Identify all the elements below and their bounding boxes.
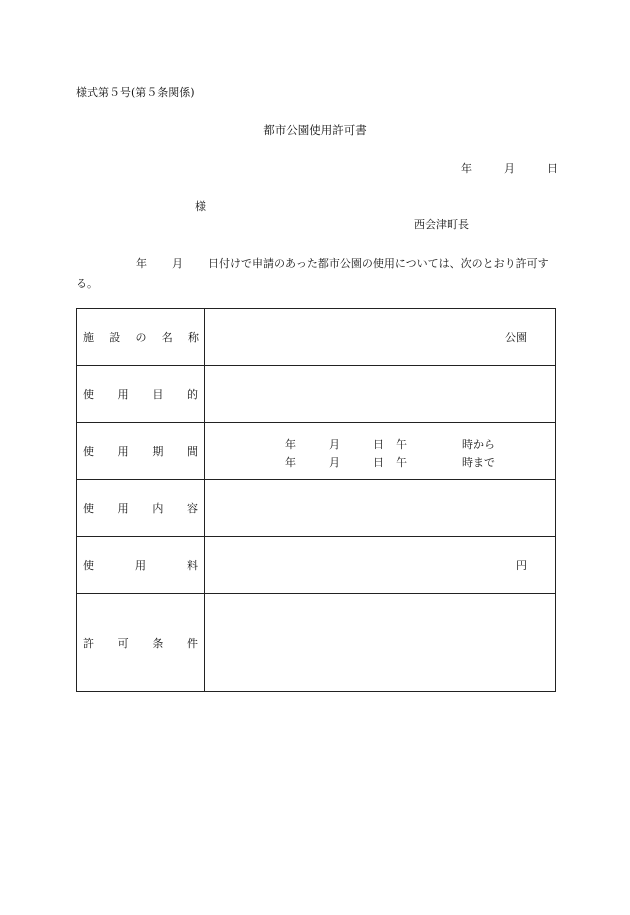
issuer-name: 西会津町長	[414, 218, 469, 231]
table-row-conditions	[77, 594, 556, 692]
period-from-line: 年 月 日 午 時から	[285, 438, 495, 451]
period-field[interactable]	[205, 423, 556, 480]
body-year-label: 年	[136, 257, 147, 270]
period-to-line: 年 月 日 午 時まで	[285, 456, 495, 469]
fee-yen-suffix: 円	[516, 559, 527, 572]
document-title: 都市公園使用許可書	[263, 123, 367, 137]
date-month-label: 月	[504, 162, 515, 175]
table-row-facility-name	[77, 309, 556, 366]
body-text	[76, 254, 560, 294]
issue-date-line	[461, 160, 558, 176]
permit-table	[76, 308, 556, 692]
fee-field[interactable]	[205, 537, 556, 594]
conditions-field[interactable]	[205, 594, 556, 692]
table-row-purpose	[77, 366, 556, 423]
conditions-label: 許 可 条 件	[77, 594, 205, 692]
body-month-label: 月	[172, 257, 183, 270]
form-number: 様式第５号(第５条関係)	[76, 86, 195, 99]
body-text-rest: 日付けで申請のあった都市公園の使用については、次のとおり許可する。	[76, 257, 549, 290]
period-label: 使 用 期 間	[77, 423, 205, 480]
purpose-label: 使 用 目 的	[77, 366, 205, 423]
content-field[interactable]	[205, 480, 556, 537]
date-day-label: 日	[547, 162, 558, 175]
table-row-period	[77, 423, 556, 480]
addressee-suffix: 様	[195, 200, 206, 213]
purpose-field[interactable]	[205, 366, 556, 423]
date-year-label: 年	[461, 162, 472, 175]
content-label: 使 用 内 容	[77, 480, 205, 537]
table-row-fee	[77, 537, 556, 594]
facility-name-suffix: 公園	[505, 331, 527, 344]
facility-name-field[interactable]	[205, 309, 556, 366]
facility-name-label: 施 設 の 名 称	[77, 309, 205, 366]
fee-label: 使 用 料	[77, 537, 205, 594]
table-row-content	[77, 480, 556, 537]
